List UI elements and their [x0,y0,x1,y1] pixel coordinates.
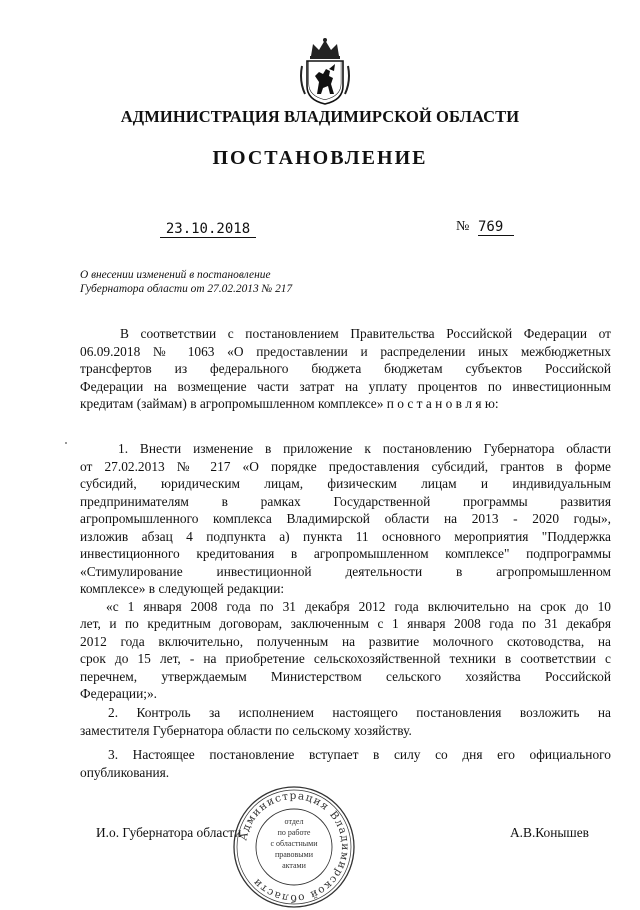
signatory-position: И.о. Губернатора области [96,825,242,840]
stamp-line: по работе [277,828,311,837]
document-number: 769 [478,219,514,236]
subject-line: Губернатора области от 27.02.2013 № 217 [80,283,293,295]
signatory-name: А.В.Конышев [510,825,589,840]
document-number-label: № [456,219,470,234]
text-line: лет, и по кредитным договорам, заключенным с 1 января 2008 года по 31 декабря [80,616,611,631]
text-line: кредитам (займам) в агропромышленном комплексе» п о с т а н о в л я ю: [80,396,499,411]
stamp-line: правовыми [274,850,314,859]
text-line: инвестиционного кредитования в агропромышленном комплексе" подпрограммы [80,546,611,561]
text-line: заместителя Губернатора области по сельскому хозяйству. [80,722,412,738]
text-line: 2012 года включительно, полученным на развитие молочного скотоводства, на [80,633,611,649]
text-line: В соответствии с постановлением Правительства Российской Федерации от [120,326,611,341]
document-title: ПОСТАНОВЛЕНИЕ [212,147,428,169]
document-date: 23.10.2018 [160,221,256,238]
scan-mark [64,432,68,436]
text-line: комплексе» в следующей редакции: [80,581,285,596]
clause-2-paragraph [80,704,611,739]
text-line: от 27.02.2013 № 217 «О порядке предоставления субсидий, грантов в форме [80,458,611,474]
text-line: агропромышленного комплекса Владимирской области на 2013 - 2020 годы», [80,511,611,526]
official-stamp [231,784,357,910]
text-line: предпринимателям в рамках Государственной программы развития [80,493,611,509]
text-line: 2. Контроль за исполнением настоящего постановления возложить на [108,705,611,720]
text-line: «Стимулирование инвестиционной деятельности в агропромышленном [80,563,611,579]
preamble-paragraph [80,325,611,413]
text-line: «с 1 января 2008 года по 31 декабря 2012 года включительно на срок до 10 [106,598,611,614]
stamp-line: актами [282,861,306,870]
text-line: изложив абзац 4 подпункта а) пункта 11 основного мероприятия "Поддержка [80,528,611,544]
vladimir-coat-of-arms-icon [299,36,351,106]
text-line: 06.09.2018 № 1063 «О предоставлении и распределении иных межбюджетных [80,343,611,359]
subject-line: О внесении изменений в постановление [80,269,271,281]
text-line: срок до 15 лет, - на приобретение сельскохозяйственной техники в соответствии с [80,651,611,666]
clause-3-paragraph [80,746,611,781]
text-line: 1. Внести изменение в приложение к постановлению Губернатора области [118,441,611,456]
text-line: опубликования. [80,764,170,780]
text-line: трансфертов из федерального бюджета бюджетам субъектов Российской [80,361,611,376]
text-line: Федерации;». [80,686,158,701]
text-line: перечнем, утверждаемым Министерством сельского хозяйства Российской [80,668,611,684]
text-line: Федерации на возмещение части затрат на уплату процентов по инвестиционным [80,378,611,394]
stamp-ring-text: Администрация Владимирской области [237,789,352,905]
document-subject [80,268,380,296]
text-line: 3. Настоящее постановление вступает в силу со дня его официального [108,747,611,762]
organization-name: АДМИНИСТРАЦИЯ ВЛАДИМИРСКОЙ ОБЛАСТИ [120,107,520,126]
text-line: субсидий, юридическим лицам, физическим лицам и индивидуальным [80,476,611,491]
stamp-line: с областными [270,839,318,848]
clause-1-paragraph [80,440,611,703]
stamp-line: отдел [284,817,304,826]
